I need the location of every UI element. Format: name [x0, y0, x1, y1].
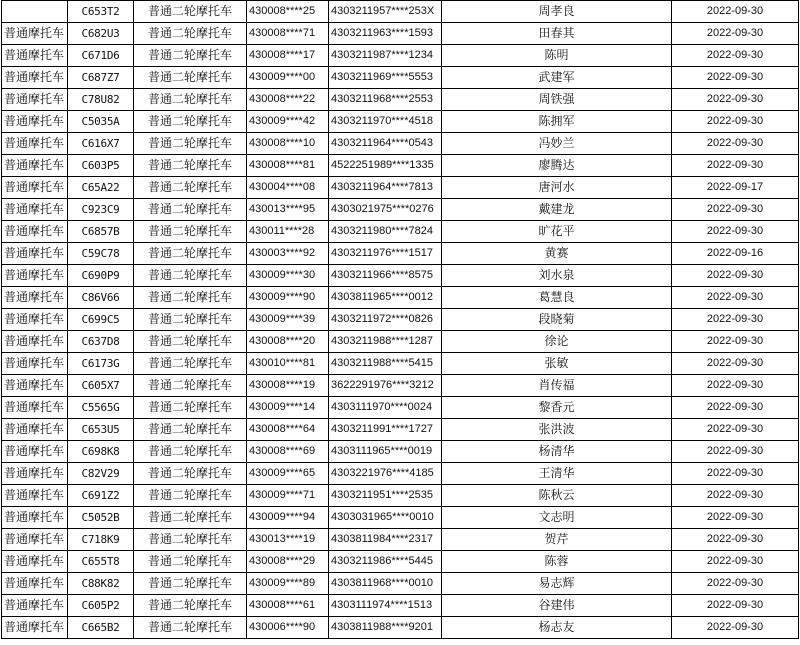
- plate-number-cell: C699C5: [68, 309, 134, 331]
- vehicle-type-cell: 普通摩托车: [2, 309, 68, 331]
- certificate-number-cell: 4303211986****5445: [329, 551, 442, 573]
- owner-name-cell: 周铁强: [442, 89, 672, 111]
- vehicle-class-cell: 普通二轮摩托车: [134, 507, 247, 529]
- id-number-cell: 430008****10: [247, 133, 329, 155]
- plate-number-cell: C59C78: [68, 243, 134, 265]
- vehicle-type-cell: 普通摩托车: [2, 67, 68, 89]
- certificate-number-cell: 4303211964****7813: [329, 177, 442, 199]
- table-row: [2, 221, 799, 243]
- owner-name-cell: 陈拥军: [442, 111, 672, 133]
- table-row: [2, 1, 799, 23]
- plate-number-cell: C6857B: [68, 221, 134, 243]
- table-row: [2, 419, 799, 441]
- date-cell: 2022-09-30: [672, 265, 799, 287]
- certificate-number-cell: 4303811988****9201: [329, 617, 442, 639]
- plate-number-cell: C603P5: [68, 155, 134, 177]
- id-number-cell: 430009****71: [247, 485, 329, 507]
- table-row: [2, 595, 799, 617]
- vehicle-type-cell: 普通摩托车: [2, 155, 68, 177]
- certificate-number-cell: 4303211951****2535: [329, 485, 442, 507]
- owner-name-cell: 贺芹: [442, 529, 672, 551]
- vehicle-type-cell: 普通摩托车: [2, 199, 68, 221]
- certificate-number-cell: 4303211957****253X: [329, 1, 442, 23]
- id-number-cell: 430013****19: [247, 529, 329, 551]
- table-row: [2, 397, 799, 419]
- plate-number-cell: C616X7: [68, 133, 134, 155]
- owner-name-cell: 武建军: [442, 67, 672, 89]
- vehicle-class-cell: 普通二轮摩托车: [134, 287, 247, 309]
- vehicle-type-cell: 普通摩托车: [2, 133, 68, 155]
- table-row: [2, 551, 799, 573]
- table-row: [2, 331, 799, 353]
- vehicle-class-cell: 普通二轮摩托车: [134, 353, 247, 375]
- table-row: [2, 287, 799, 309]
- certificate-number-cell: 4303211988****5415: [329, 353, 442, 375]
- certificate-number-cell: 4303211968****2553: [329, 89, 442, 111]
- vehicle-type-cell: 普通摩托车: [2, 331, 68, 353]
- owner-name-cell: 田春其: [442, 23, 672, 45]
- owner-name-cell: 肖传福: [442, 375, 672, 397]
- plate-number-cell: C653T2: [68, 1, 134, 23]
- certificate-number-cell: 4303211980****7824: [329, 221, 442, 243]
- vehicle-class-cell: 普通二轮摩托车: [134, 617, 247, 639]
- owner-name-cell: 刘水泉: [442, 265, 672, 287]
- vehicle-type-cell: 普通摩托车: [2, 375, 68, 397]
- owner-name-cell: 周孝良: [442, 1, 672, 23]
- table-row: [2, 529, 799, 551]
- owner-name-cell: 陈蓉: [442, 551, 672, 573]
- owner-name-cell: 陈明: [442, 45, 672, 67]
- plate-number-cell: C605P2: [68, 595, 134, 617]
- vehicle-class-cell: 普通二轮摩托车: [134, 331, 247, 353]
- vehicle-type-cell: 普通摩托车: [2, 507, 68, 529]
- id-number-cell: 430009****89: [247, 573, 329, 595]
- plate-number-cell: C6173G: [68, 353, 134, 375]
- vehicle-class-cell: 普通二轮摩托车: [134, 573, 247, 595]
- owner-name-cell: 唐河水: [442, 177, 672, 199]
- date-cell: 2022-09-30: [672, 89, 799, 111]
- id-number-cell: 430003****92: [247, 243, 329, 265]
- date-cell: 2022-09-30: [672, 331, 799, 353]
- owner-name-cell: 王清华: [442, 463, 672, 485]
- plate-number-cell: C88K82: [68, 573, 134, 595]
- table-row: [2, 23, 799, 45]
- owner-name-cell: 杨志友: [442, 617, 672, 639]
- table-row: [2, 45, 799, 67]
- certificate-number-cell: 4303031965****0010: [329, 507, 442, 529]
- vehicle-class-cell: 普通二轮摩托车: [134, 529, 247, 551]
- vehicle-class-cell: 普通二轮摩托车: [134, 243, 247, 265]
- id-number-cell: 430009****00: [247, 67, 329, 89]
- plate-number-cell: C923C9: [68, 199, 134, 221]
- table-row: [2, 133, 799, 155]
- plate-number-cell: C605X7: [68, 375, 134, 397]
- certificate-number-cell: 4303211988****1287: [329, 331, 442, 353]
- date-cell: 2022-09-30: [672, 133, 799, 155]
- vehicle-class-cell: 普通二轮摩托车: [134, 1, 247, 23]
- plate-number-cell: C687Z7: [68, 67, 134, 89]
- vehicle-type-cell: 普通摩托车: [2, 617, 68, 639]
- date-cell: 2022-09-30: [672, 573, 799, 595]
- owner-name-cell: 张洪波: [442, 419, 672, 441]
- owner-name-cell: 黄赛: [442, 243, 672, 265]
- id-number-cell: 430009****94: [247, 507, 329, 529]
- certificate-number-cell: 4303211991****1727: [329, 419, 442, 441]
- table-row: [2, 441, 799, 463]
- owner-name-cell: 杨清华: [442, 441, 672, 463]
- vehicle-class-cell: 普通二轮摩托车: [134, 23, 247, 45]
- date-cell: 2022-09-30: [672, 221, 799, 243]
- plate-number-cell: C718K9: [68, 529, 134, 551]
- table-row: [2, 155, 799, 177]
- owner-name-cell: 谷建伟: [442, 595, 672, 617]
- plate-number-cell: C5052B: [68, 507, 134, 529]
- vehicle-type-cell: 普通摩托车: [2, 573, 68, 595]
- table-row: [2, 353, 799, 375]
- certificate-number-cell: 4303211970****4518: [329, 111, 442, 133]
- certificate-number-cell: 4303111974****1513: [329, 595, 442, 617]
- vehicle-class-cell: 普通二轮摩托车: [134, 111, 247, 133]
- date-cell: 2022-09-30: [672, 485, 799, 507]
- table-row: [2, 111, 799, 133]
- owner-name-cell: 段晓菊: [442, 309, 672, 331]
- vehicle-class-cell: 普通二轮摩托车: [134, 397, 247, 419]
- plate-number-cell: C5035A: [68, 111, 134, 133]
- id-number-cell: 430008****20: [247, 331, 329, 353]
- date-cell: 2022-09-30: [672, 155, 799, 177]
- date-cell: 2022-09-30: [672, 507, 799, 529]
- certificate-number-cell: 4303111970****0024: [329, 397, 442, 419]
- plate-number-cell: C698K8: [68, 441, 134, 463]
- plate-number-cell: C653U5: [68, 419, 134, 441]
- certificate-number-cell: 4303211969****5553: [329, 67, 442, 89]
- vehicle-type-cell: 普通摩托车: [2, 595, 68, 617]
- vehicle-class-cell: 普通二轮摩托车: [134, 199, 247, 221]
- vehicle-type-cell: 普通摩托车: [2, 45, 68, 67]
- certificate-number-cell: 4522251989****1335: [329, 155, 442, 177]
- id-number-cell: 430008****64: [247, 419, 329, 441]
- owner-name-cell: 黎香元: [442, 397, 672, 419]
- table-row: [2, 265, 799, 287]
- date-cell: 2022-09-30: [672, 67, 799, 89]
- date-cell: 2022-09-30: [672, 397, 799, 419]
- plate-number-cell: C665B2: [68, 617, 134, 639]
- vehicle-type-cell: 普通摩托车: [2, 243, 68, 265]
- date-cell: 2022-09-17: [672, 177, 799, 199]
- date-cell: 2022-09-30: [672, 617, 799, 639]
- table-row: [2, 463, 799, 485]
- plate-number-cell: C690P9: [68, 265, 134, 287]
- id-number-cell: 430004****08: [247, 177, 329, 199]
- id-number-cell: 430009****90: [247, 287, 329, 309]
- id-number-cell: 430009****42: [247, 111, 329, 133]
- vehicle-type-cell: 普通摩托车: [2, 265, 68, 287]
- date-cell: 2022-09-30: [672, 287, 799, 309]
- date-cell: 2022-09-30: [672, 441, 799, 463]
- id-number-cell: 430009****65: [247, 463, 329, 485]
- plate-number-cell: C691Z2: [68, 485, 134, 507]
- date-cell: 2022-09-30: [672, 463, 799, 485]
- certificate-number-cell: 4303211963****1593: [329, 23, 442, 45]
- date-cell: 2022-09-30: [672, 529, 799, 551]
- date-cell: 2022-09-30: [672, 45, 799, 67]
- vehicle-type-cell: 普通摩托车: [2, 353, 68, 375]
- vehicle-type-cell: 普通摩托车: [2, 23, 68, 45]
- vehicle-type-cell: 普通摩托车: [2, 529, 68, 551]
- vehicle-type-cell: 普通摩托车: [2, 419, 68, 441]
- owner-name-cell: 冯妙兰: [442, 133, 672, 155]
- certificate-number-cell: 4303021975****0276: [329, 199, 442, 221]
- table-row: [2, 177, 799, 199]
- vehicle-class-cell: 普通二轮摩托车: [134, 463, 247, 485]
- table-row: [2, 243, 799, 265]
- vehicle-class-cell: 普通二轮摩托车: [134, 89, 247, 111]
- vehicle-class-cell: 普通二轮摩托车: [134, 177, 247, 199]
- id-number-cell: 430008****81: [247, 155, 329, 177]
- id-number-cell: 430009****39: [247, 309, 329, 331]
- vehicle-class-cell: 普通二轮摩托车: [134, 133, 247, 155]
- certificate-number-cell: 4303211972****0826: [329, 309, 442, 331]
- date-cell: 2022-09-30: [672, 595, 799, 617]
- certificate-number-cell: 3622291976****3212: [329, 375, 442, 397]
- vehicle-class-cell: 普通二轮摩托车: [134, 595, 247, 617]
- plate-number-cell: C671D6: [68, 45, 134, 67]
- id-number-cell: 430008****19: [247, 375, 329, 397]
- date-cell: 2022-09-30: [672, 419, 799, 441]
- vehicle-type-cell: 普通摩托车: [2, 111, 68, 133]
- vehicle-type-cell: 普通摩托车: [2, 551, 68, 573]
- date-cell: 2022-09-30: [672, 375, 799, 397]
- id-number-cell: 430010****81: [247, 353, 329, 375]
- date-cell: 2022-09-30: [672, 111, 799, 133]
- vehicle-class-cell: 普通二轮摩托车: [134, 419, 247, 441]
- plate-number-cell: C78U82: [68, 89, 134, 111]
- plate-number-cell: C5565G: [68, 397, 134, 419]
- table-row: [2, 485, 799, 507]
- certificate-number-cell: 4303811968****0010: [329, 573, 442, 595]
- owner-name-cell: 文志明: [442, 507, 672, 529]
- id-number-cell: 430008****69: [247, 441, 329, 463]
- date-cell: 2022-09-16: [672, 243, 799, 265]
- table-row: [2, 617, 799, 639]
- plate-number-cell: C682U3: [68, 23, 134, 45]
- certificate-number-cell: 4303811965****0012: [329, 287, 442, 309]
- motorcycle-record-table: [1, 0, 799, 639]
- vehicle-class-cell: 普通二轮摩托车: [134, 155, 247, 177]
- table-row: [2, 67, 799, 89]
- owner-name-cell: 张敏: [442, 353, 672, 375]
- vehicle-type-cell: 普通摩托车: [2, 485, 68, 507]
- id-number-cell: 430008****25: [247, 1, 329, 23]
- id-number-cell: 430009****14: [247, 397, 329, 419]
- id-number-cell: 430006****90: [247, 617, 329, 639]
- vehicle-type-cell: 普通摩托车: [2, 177, 68, 199]
- date-cell: 2022-09-30: [672, 309, 799, 331]
- owner-name-cell: 陈秋云: [442, 485, 672, 507]
- date-cell: 2022-09-30: [672, 551, 799, 573]
- id-number-cell: 430009****30: [247, 265, 329, 287]
- id-number-cell: 430008****61: [247, 595, 329, 617]
- vehicle-class-cell: 普通二轮摩托车: [134, 441, 247, 463]
- vehicle-class-cell: 普通二轮摩托车: [134, 265, 247, 287]
- date-cell: 2022-09-30: [672, 353, 799, 375]
- table-row: [2, 507, 799, 529]
- table-row: [2, 199, 799, 221]
- owner-name-cell: 葛慧良: [442, 287, 672, 309]
- date-cell: 2022-09-30: [672, 199, 799, 221]
- vehicle-class-cell: 普通二轮摩托车: [134, 485, 247, 507]
- table-body: [2, 1, 799, 639]
- vehicle-type-cell: 普通摩托车: [2, 397, 68, 419]
- owner-name-cell: 徐论: [442, 331, 672, 353]
- vehicle-type-cell: [2, 1, 68, 23]
- certificate-number-cell: 4303111965****0019: [329, 441, 442, 463]
- owner-name-cell: 戴建龙: [442, 199, 672, 221]
- certificate-number-cell: 4303211976****1517: [329, 243, 442, 265]
- certificate-number-cell: 4303221976****4185: [329, 463, 442, 485]
- id-number-cell: 430008****71: [247, 23, 329, 45]
- vehicle-type-cell: 普通摩托车: [2, 441, 68, 463]
- table-row: [2, 375, 799, 397]
- certificate-number-cell: 4303211987****1234: [329, 45, 442, 67]
- owner-name-cell: 廖腾达: [442, 155, 672, 177]
- plate-number-cell: C82V29: [68, 463, 134, 485]
- certificate-number-cell: 4303211964****0543: [329, 133, 442, 155]
- owner-name-cell: 旷花平: [442, 221, 672, 243]
- id-number-cell: 430008****22: [247, 89, 329, 111]
- vehicle-type-cell: 普通摩托车: [2, 89, 68, 111]
- id-number-cell: 430008****29: [247, 551, 329, 573]
- plate-number-cell: C637D8: [68, 331, 134, 353]
- date-cell: 2022-09-30: [672, 1, 799, 23]
- plate-number-cell: C86V66: [68, 287, 134, 309]
- id-number-cell: 430011****28: [247, 221, 329, 243]
- owner-name-cell: 易志辉: [442, 573, 672, 595]
- vehicle-class-cell: 普通二轮摩托车: [134, 375, 247, 397]
- vehicle-type-cell: 普通摩托车: [2, 463, 68, 485]
- id-number-cell: 430013****95: [247, 199, 329, 221]
- vehicle-class-cell: 普通二轮摩托车: [134, 309, 247, 331]
- vehicle-class-cell: 普通二轮摩托车: [134, 221, 247, 243]
- vehicle-class-cell: 普通二轮摩托车: [134, 551, 247, 573]
- plate-number-cell: C65A22: [68, 177, 134, 199]
- vehicle-class-cell: 普通二轮摩托车: [134, 45, 247, 67]
- vehicle-class-cell: 普通二轮摩托车: [134, 67, 247, 89]
- vehicle-type-cell: 普通摩托车: [2, 221, 68, 243]
- plate-number-cell: C655T8: [68, 551, 134, 573]
- table-row: [2, 89, 799, 111]
- id-number-cell: 430008****17: [247, 45, 329, 67]
- table-row: [2, 573, 799, 595]
- date-cell: 2022-09-30: [672, 23, 799, 45]
- vehicle-type-cell: 普通摩托车: [2, 287, 68, 309]
- table-row: [2, 309, 799, 331]
- certificate-number-cell: 4303811984****2317: [329, 529, 442, 551]
- certificate-number-cell: 4303211966****8575: [329, 265, 442, 287]
